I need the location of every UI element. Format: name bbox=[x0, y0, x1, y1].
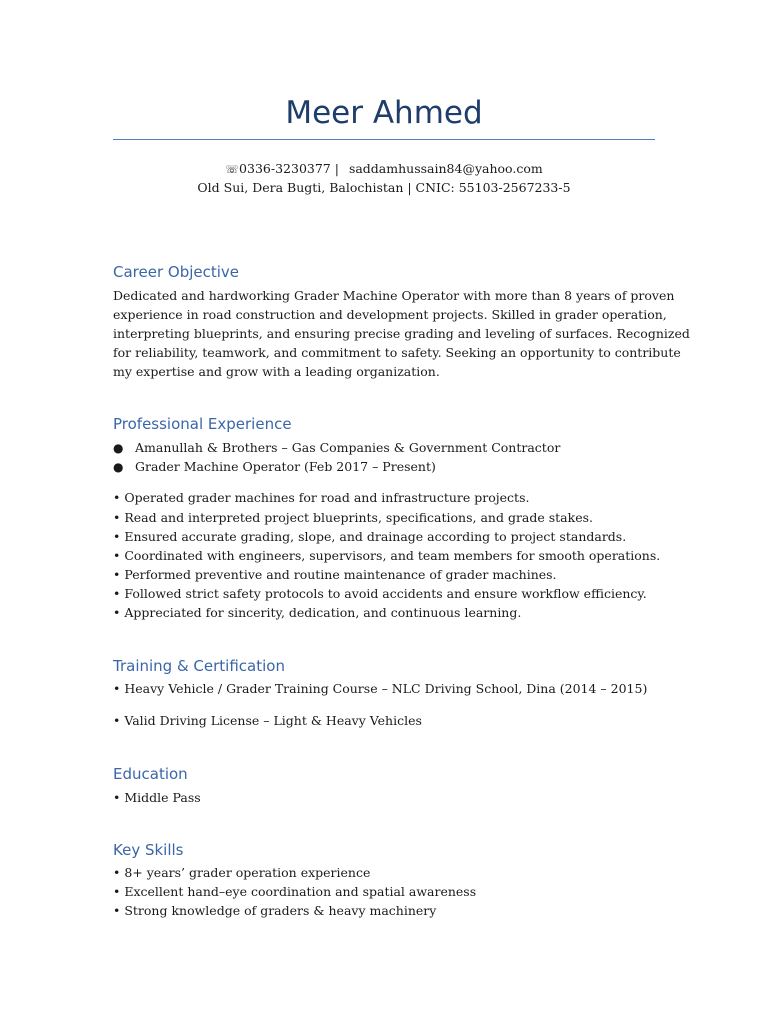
education-item: • Middle Pass bbox=[113, 790, 201, 805]
bullet-icon: ● bbox=[113, 441, 124, 455]
objective-line: interpreting blueprints, and ensuring precise grading and leveling of surfaces. Recognized bbox=[113, 326, 690, 341]
career-objective-heading: Career Objective bbox=[113, 263, 240, 281]
duty-item: • Followed strict safety protocols to avoid accidents and ensure workflow efficiency. bbox=[113, 586, 647, 601]
skill-item: • 8+ years’ grader operation experience bbox=[113, 865, 371, 880]
training-heading: Training & Certification bbox=[113, 657, 285, 675]
candidate-name: Meer Ahmed bbox=[285, 95, 483, 131]
objective-line: experience in road construction and development projects. Skilled in grader operation, bbox=[113, 307, 667, 322]
phone-icon: ☏ bbox=[225, 163, 240, 176]
duty-item: • Performed preventive and routine maintenance of grader machines. bbox=[113, 567, 557, 582]
address-line: Old Sui, Dera Bugti, Balochistan | CNIC: 55103-2567233-5 bbox=[197, 180, 571, 195]
experience-heading: Professional Experience bbox=[113, 415, 292, 433]
email-address[interactable]: saddamhussain84@yahoo.com bbox=[348, 161, 543, 176]
objective-line: for reliability, teamwork, and commitment to safety. Seeking an opportunity to contribute bbox=[113, 345, 681, 360]
contact-line bbox=[113, 159, 655, 179]
skill-item: • Excellent hand–eye coordination and spatial awareness bbox=[113, 884, 477, 899]
education-heading: Education bbox=[113, 765, 188, 783]
key-skills-heading: Key Skills bbox=[113, 841, 184, 859]
objective-line: Dedicated and hardworking Grader Machine Operator with more than 8 years of proven bbox=[113, 288, 675, 303]
title-divider bbox=[113, 139, 655, 140]
training-item: • Heavy Vehicle / Grader Training Course – NLC Driving School, Dina (2014 – 2015) bbox=[113, 681, 648, 696]
experience-bullet-item: ● Grader Machine Operator (Feb 2017 – Present) bbox=[113, 457, 436, 477]
experience-bullet-item: ● Amanullah & Brothers – Gas Companies & Government Contractor bbox=[113, 438, 560, 458]
training-item: • Valid Driving License – Light & Heavy Vehicles bbox=[113, 713, 422, 728]
skill-item: • Strong knowledge of graders & heavy machinery bbox=[113, 903, 437, 918]
duty-item: • Appreciated for sincerity, dedication, and continuous learning. bbox=[113, 605, 522, 620]
duty-item: • Ensured accurate grading, slope, and drainage according to project standards. bbox=[113, 529, 627, 544]
duty-item: • Read and interpreted project blueprints, specifications, and grade stakes. bbox=[113, 510, 593, 525]
duty-item: • Coordinated with engineers, supervisors, and team members for smooth operations. bbox=[113, 548, 661, 563]
duty-item: • Operated grader machines for road and infrastructure projects. bbox=[113, 490, 530, 505]
bullet-icon: ● bbox=[113, 460, 124, 474]
phone-number: 0336-3230377 | bbox=[239, 161, 339, 176]
objective-line: my expertise and grow with a leading organization. bbox=[113, 364, 440, 379]
